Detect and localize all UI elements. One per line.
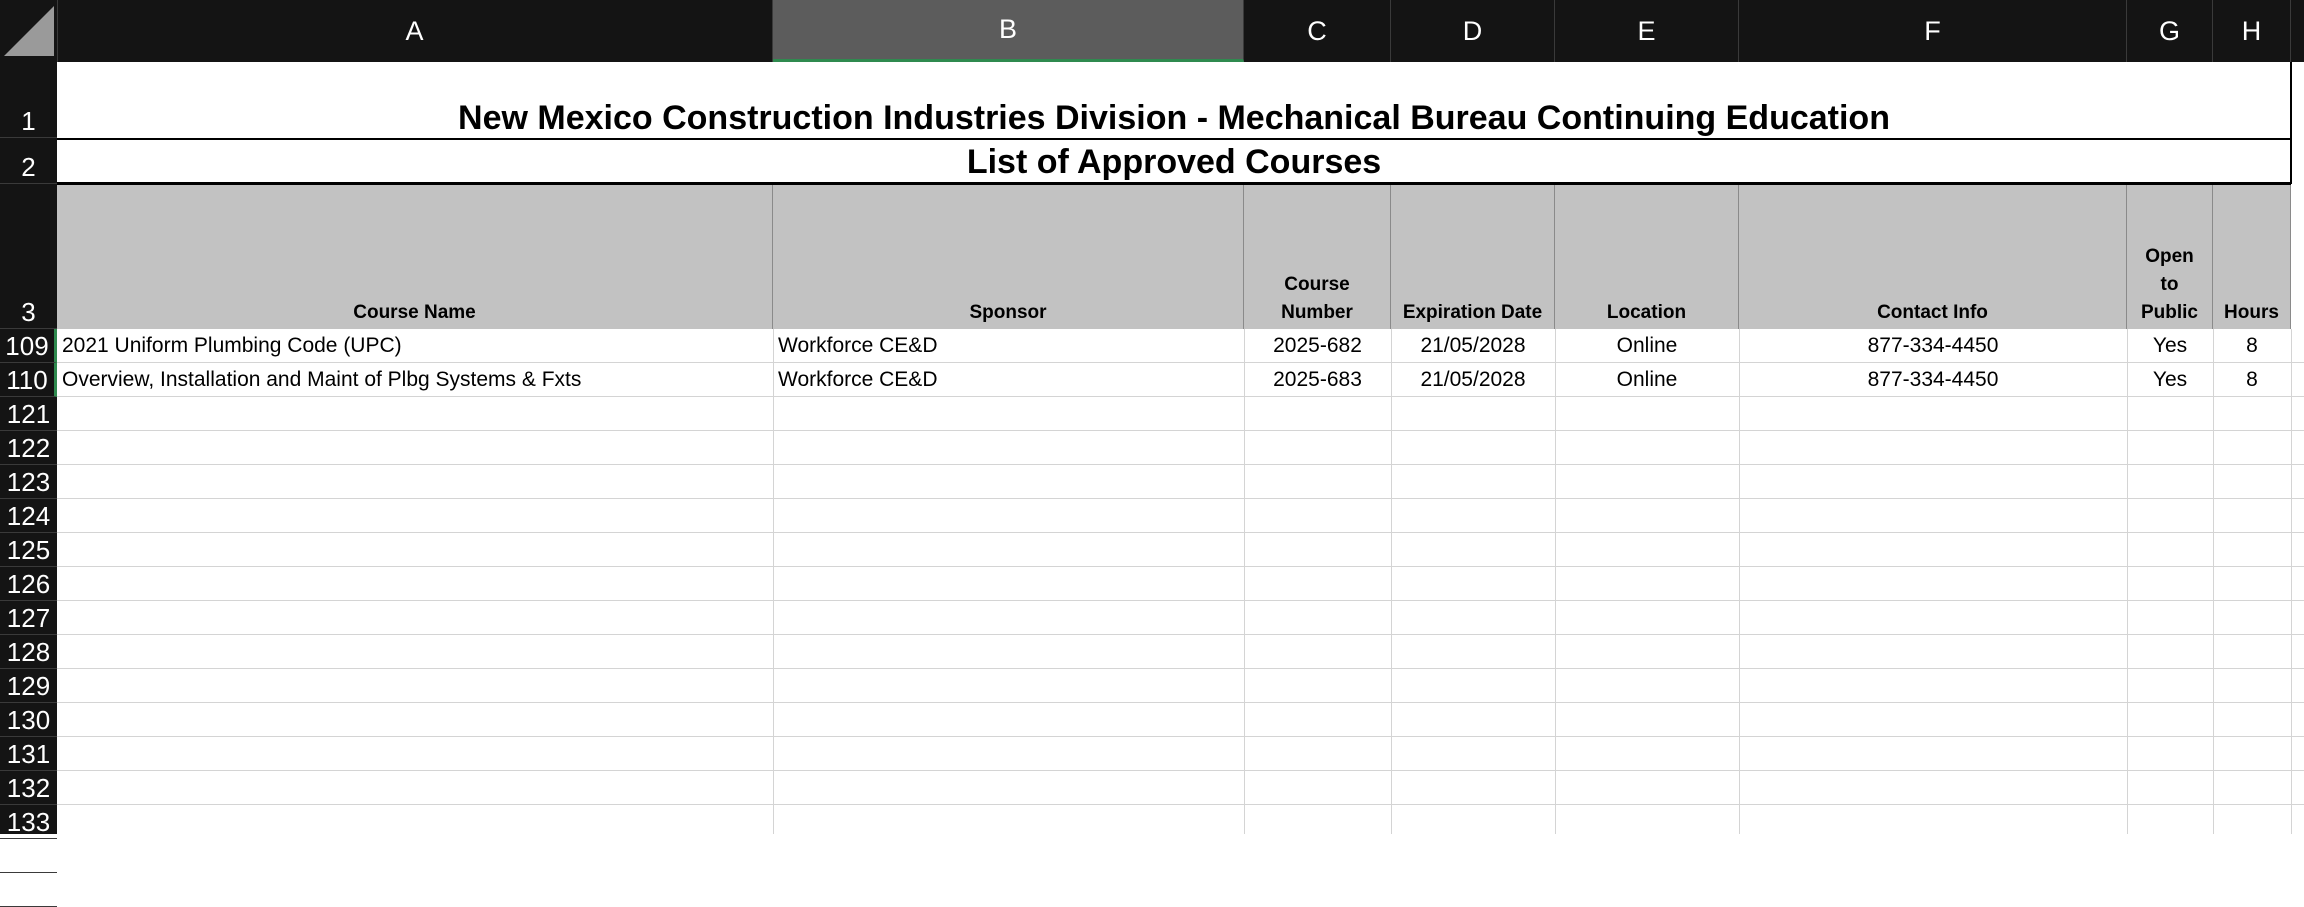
cell-course-name[interactable]: Overview, Installation and Maint of Plbg Systems & Fxts <box>62 367 582 391</box>
row-header-128[interactable]: 128 <box>0 635 57 669</box>
header-open-line2: to <box>2160 274 2179 295</box>
column-header-h[interactable]: H <box>2213 0 2291 62</box>
sheet-title[interactable]: New Mexico Construction Industries Division - Mechanical Bureau Continuing Education <box>57 62 2291 140</box>
gridline <box>57 430 2304 431</box>
row-header-127[interactable]: 127 <box>0 601 57 635</box>
row-header-121[interactable]: 121 <box>0 397 57 431</box>
row-header-130[interactable]: 130 <box>0 703 57 737</box>
gridline <box>57 464 2304 465</box>
gridline <box>57 634 2304 635</box>
select-all-corner[interactable] <box>0 0 58 62</box>
row-header-123[interactable]: 123 <box>0 465 57 499</box>
row-header-bar <box>0 62 57 905</box>
gridline <box>2127 329 2128 834</box>
header-sponsor[interactable] <box>773 185 1244 329</box>
gridline <box>57 668 2304 669</box>
gridline <box>1555 329 1556 834</box>
gridline <box>2213 329 2214 834</box>
row-header-133[interactable]: 133 <box>0 805 57 839</box>
gridline <box>1244 329 1245 834</box>
cell-contact-info[interactable]: 877-334-4450 <box>1867 367 1999 391</box>
gridline <box>57 600 2304 601</box>
header-open-line1: Open <box>2145 246 2194 267</box>
row-header-129[interactable]: 129 <box>0 669 57 703</box>
select-all-icon <box>4 6 54 56</box>
header-course-name[interactable] <box>57 185 773 329</box>
header-course-name-label: Course Name <box>353 302 476 323</box>
row-header-132[interactable]: 132 <box>0 771 57 805</box>
cell-course-name[interactable]: 2021 Uniform Plumbing Code (UPC) <box>62 333 402 357</box>
header-expiration-date[interactable] <box>1391 185 1555 329</box>
gridline <box>57 396 2304 397</box>
row-header-1[interactable]: 1 <box>0 62 57 138</box>
row-header-124[interactable]: 124 <box>0 499 57 533</box>
header-open-line3: Public <box>2140 302 2198 323</box>
row-header-134[interactable]: 134 <box>0 839 57 873</box>
header-contact-info-label: Contact Info <box>1877 302 1988 323</box>
cell-hours[interactable]: 8 <box>2246 333 2258 357</box>
header-contact-info[interactable] <box>1739 185 2127 329</box>
column-header-e[interactable]: E <box>1555 0 1739 62</box>
header-course-number-line2: Number <box>1281 302 1353 323</box>
gridline <box>1391 329 1392 834</box>
column-header-g[interactable]: G <box>2127 0 2213 62</box>
gridline <box>57 532 2304 533</box>
header-expiration-date-label: Expiration Date <box>1402 302 1543 323</box>
row-header-125[interactable]: 125 <box>0 533 57 567</box>
header-open-to-public[interactable] <box>2127 185 2213 329</box>
cell-location[interactable]: Online <box>1616 333 1678 357</box>
row-header-122[interactable]: 122 <box>0 431 57 465</box>
row-header-110[interactable]: 110 <box>0 363 57 397</box>
row-header-135[interactable]: 135 <box>0 873 57 907</box>
header-course-number[interactable] <box>1244 185 1391 329</box>
cell-expiration-date[interactable]: 21/05/2028 <box>1420 333 1526 357</box>
header-sponsor-label: Sponsor <box>969 302 1047 323</box>
column-header-bar <box>0 0 2304 62</box>
cell-open-to-public[interactable]: Yes <box>2152 333 2188 357</box>
title-border <box>2290 62 2292 184</box>
gridline <box>57 702 2304 703</box>
column-header-f[interactable]: F <box>1739 0 2127 62</box>
cell-grid[interactable] <box>57 62 2304 834</box>
sheet-subtitle[interactable]: List of Approved Courses <box>57 140 2291 185</box>
gridline <box>57 498 2304 499</box>
cell-open-to-public[interactable]: Yes <box>2152 367 2188 391</box>
header-hours-label: Hours <box>2224 302 2279 323</box>
cell-course-number[interactable]: 2025-682 <box>1273 333 1362 357</box>
gridline <box>57 736 2304 737</box>
column-header-c[interactable]: C <box>1244 0 1391 62</box>
cell-expiration-date[interactable]: 21/05/2028 <box>1420 367 1526 391</box>
row-header-126[interactable]: 126 <box>0 567 57 601</box>
row-header-109[interactable]: 109 <box>0 329 57 363</box>
header-location-label: Location <box>1606 302 1687 323</box>
cell-hours[interactable]: 8 <box>2246 367 2258 391</box>
gridline <box>773 329 774 834</box>
cell-location[interactable]: Online <box>1616 367 1678 391</box>
row-header-3[interactable]: 3 <box>0 184 57 329</box>
column-header-b[interactable]: B <box>773 0 1244 62</box>
column-header-d[interactable]: D <box>1391 0 1555 62</box>
row-header-131[interactable]: 131 <box>0 737 57 771</box>
header-location[interactable] <box>1555 185 1739 329</box>
header-course-number-line1: Course <box>1284 274 1350 295</box>
gridline <box>1739 329 1740 834</box>
gridline <box>57 566 2304 567</box>
gridline <box>57 770 2304 771</box>
cell-course-number[interactable]: 2025-683 <box>1273 367 1362 391</box>
gridline <box>57 804 2304 805</box>
header-hours[interactable] <box>2213 185 2291 329</box>
cell-contact-info[interactable]: 877-334-4450 <box>1867 333 1999 357</box>
gridline <box>2291 329 2292 834</box>
row-header-2[interactable]: 2 <box>0 138 57 184</box>
cell-sponsor[interactable]: Workforce CE&D <box>778 333 938 357</box>
column-header-a[interactable]: A <box>57 0 773 62</box>
cell-sponsor[interactable]: Workforce CE&D <box>778 367 938 391</box>
